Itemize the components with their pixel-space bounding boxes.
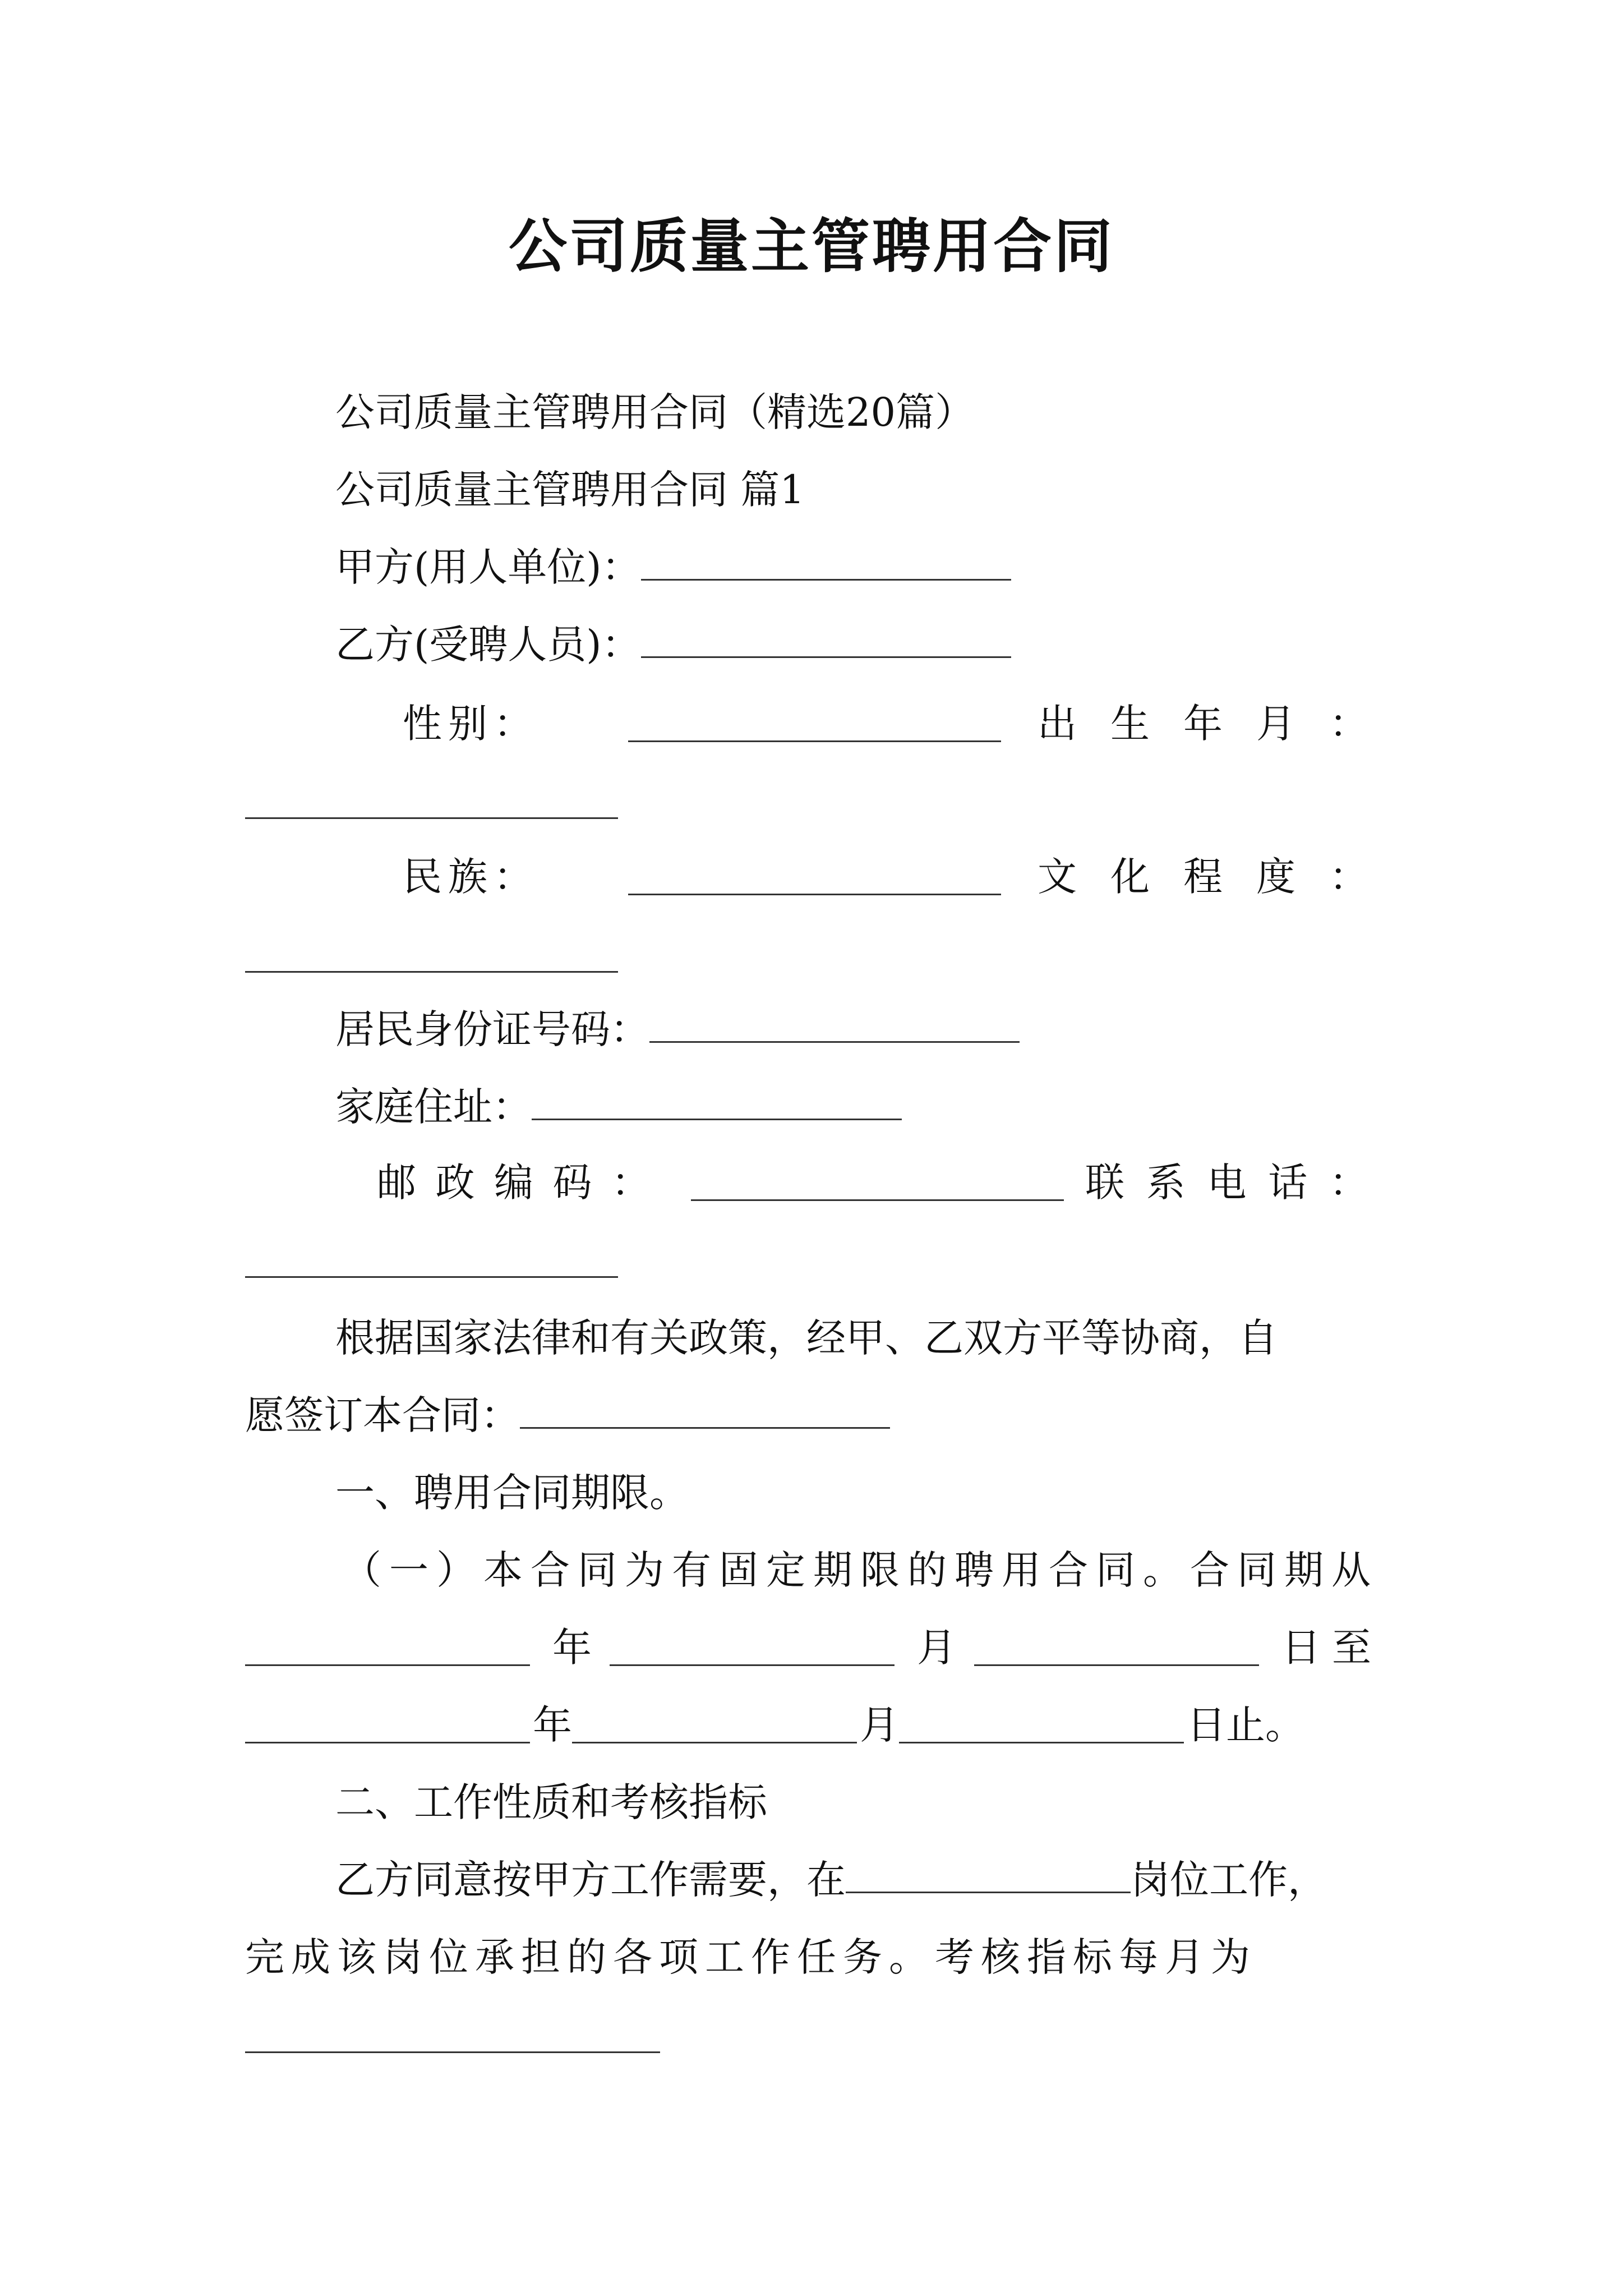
subtitle: 公司质量主管聘用合同（精选20篇） [335,389,975,435]
work-position-blank[interactable] [846,1857,1131,1893]
party-b-blank[interactable] [641,622,1011,658]
party-a-row [335,542,1011,592]
birth-label: 出 生 年 月 ： [1038,701,1368,747]
address-row [335,1082,902,1132]
work-para-row-1 [335,1855,1327,1905]
postcode-blank[interactable] [691,1198,1064,1201]
intro-line-2: 愿签订本合同： [245,1392,520,1438]
term-end-year-blank[interactable] [245,1741,530,1743]
party-a-blank[interactable] [641,544,1011,581]
id-row [335,1004,1020,1055]
work-para-line-1b: 岗位工作， [1131,1857,1327,1903]
party-b-label: 乙方(受聘人员)： [335,622,641,668]
term-year-label: 年 [552,1625,592,1671]
term-end-day-blank[interactable] [899,1741,1184,1743]
term-month2-label: 月 [860,1702,899,1748]
education-blank[interactable] [245,970,618,973]
term-para-line-1: （一）本合同为有固定期限的聘用合同。合同期从 [342,1547,1378,1593]
work-para-line-1a: 乙方同意按甲方工作需要，在 [335,1857,846,1903]
birth-blank[interactable] [245,816,618,819]
document-title: 公司质量主管聘用合同 [508,211,1114,280]
phone-blank[interactable] [245,1275,618,1278]
term-start-month-blank[interactable] [610,1663,895,1666]
term-end-month-blank[interactable] [572,1741,857,1743]
education-label: 文 化 程 度 ： [1038,854,1368,900]
section-heading: 公司质量主管聘用合同 篇1 [335,467,805,513]
term-start-day-blank[interactable] [974,1663,1259,1666]
intro-line-1: 根据国家法律和有关政策，经甲、乙双方平等协商，自 [335,1315,1278,1361]
gender-label: 性 别 ： [403,701,533,747]
id-label: 居民身份证号码： [335,1006,649,1052]
ethnicity-label: 民 族 ： [403,854,533,900]
address-blank[interactable] [532,1084,902,1120]
contract-signing-blank[interactable] [520,1392,890,1429]
ethnicity-blank[interactable] [628,892,1001,895]
term-day-end-label: 日止。 [1187,1702,1304,1748]
term-heading: 一、聘用合同期限。 [335,1470,689,1516]
term-start-year-blank[interactable] [245,1663,530,1666]
postcode-label: 邮 政 编 码 ： [377,1159,651,1205]
work-para-line-2: 完成该岗位承担的各项工作任务。考核指标每月为 [245,1934,1257,1980]
address-label: 家庭住址： [335,1084,532,1130]
phone-label: 联 系 电 话 ： [1085,1159,1368,1205]
term-day-to-label: 日至 [1281,1625,1382,1671]
term-month-label: 月 [917,1625,956,1671]
gender-blank[interactable] [628,739,1001,742]
party-a-label: 甲方(用人单位)： [335,544,641,590]
term-year2-label: 年 [533,1702,572,1748]
id-blank[interactable] [649,1006,1020,1043]
party-b-row [335,619,1011,670]
intro-row-2 [245,1390,890,1441]
work-heading: 二、工作性质和考核指标 [335,1779,767,1825]
monthly-target-blank[interactable] [245,2050,660,2053]
